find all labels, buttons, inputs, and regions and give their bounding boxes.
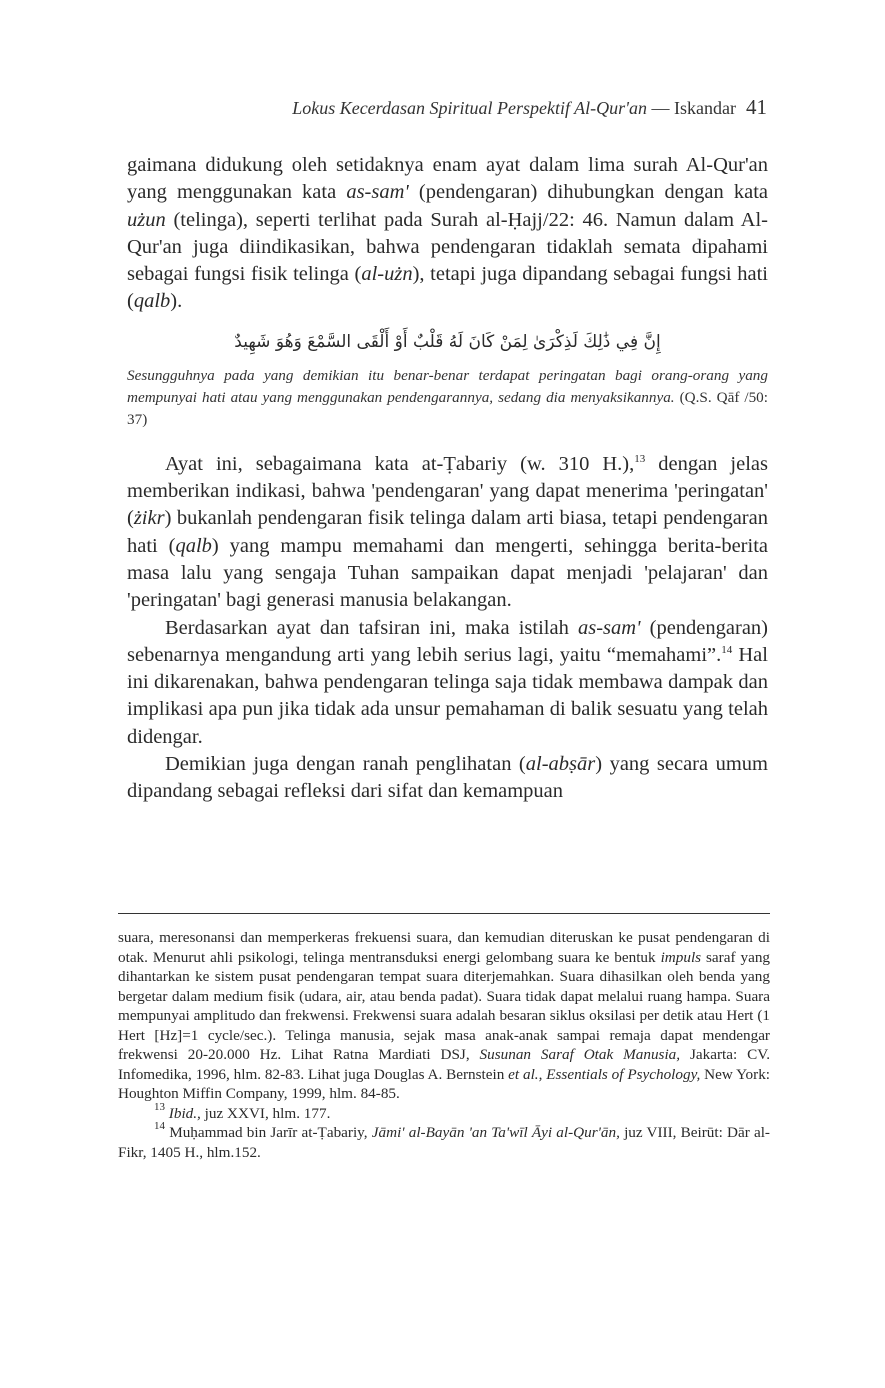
footnote-continued: suara, meresonansi dan memperkeras frekuensi suara, dan kemudian diteruskan ke pusat pendengaran di otak. Menurut ahli psikologi, telinga mentransduksi energi gelombang suara ke bentuk impuls saraf yang dihantarkan ke sistem pusat pendengaran tempat suara diterjemahkan. Suara dihasilkan oleh benda yang bergetar dalam medium fisik (udara, air, atau benda padat). Suara tidak dapat melalui ruang hampa. Suara mempunyai amplitudo dan frekwensi. Frekwensi suara adalah besaran siklus oksilasi per detik atau Hert (1 Hert [Hz]=1 cycle/sec.). Telinga manusia, sejak masa anak-anak sampai remaja dapat mendengar frekwensi 20-20.000 Hz. Lihat Ratna Mardiati DSJ, Susunan Saraf Otak Manusia, Jakarta: CV. Infomedika, 1996, hlm. 82-83. Lihat juga Douglas A. Bernstein et al., Essentials of Psychology, New York: Houghton Miffin Company, 1999, hlm. 84-85. [118,929,771,1102]
main-text [127,152,768,806]
arabic-verse: إِنَّ فِي ذَٰلِكَ لَذِكْرَىٰ لِمَنْ كَانَ لَهُ قَلْبٌ أَوْ أَلْقَى السَّمْعَ وَهُوَ شَهِيدٌ [234,331,661,352]
verse-reference: (Q.S. Qāf /50: 37) [127,388,768,428]
running-title: Lokus Kecerdasan Spiritual Perspektif Al-Qur'an [292,98,648,118]
paragraph-as-sam: Berdasarkan ayat dan tafsiran ini, maka istilah as-sam' (pendengaran) sebenarnya mengandung arti yang lebih serius lagi, yaitu “memahami”.$^{14}$ Hal ini dikarenakan, bahwa pendengaran telinga saja tidak membawa dampak dan implikasi apa pun jika tidak ada unsur pemahaman di balik sesuatu yang telah didengar. [127,616,768,748]
footnote-ref-14: 14 [721,643,733,656]
verse-translation: Sesungguhnya pada yang demikian itu benar-benar terdapat peringatan bagi orang-orang yang mempunyai hati atau yang menggunakan pendengarannya, sedang dia menyaksikannya. (Q.S. Qāf /50: 37) [127,366,768,428]
header-separator: — [647,98,675,118]
running-header [120,96,767,119]
paragraph-tabariy: Ayat ini, sebagaimana kata at-Ṭabariy (w. 310 H.),$^{13}$ dengan jelas memberikan indikasi, bahwa 'pendengaran' yang dapat menerima 'peringatan' (żikr) bukanlah pendengaran fisik telinga dalam arti biasa, tetapi pendengaran hati (qalb) yang mampu memahami dan mengerti, sehingga berita-berita masa lalu yang sengaja Tuhan sampaikan dapat menjadi 'pelajaran' dan 'peringatan' bagi generasi manusia belakangan. [127,452,769,612]
footnote-divider [118,913,770,914]
footnote-ref-13: 13 [634,452,646,465]
footnote-13: $^{13}$ Ibid., juz XXVI, hlm. 177. [154,1100,331,1122]
footnote-14: $^{14}$ Muḥammad bin Jarīr at-Ṭabariy, Jāmi' al-Bayān 'an Ta'wīl Āyi al-Qur'ān, juz VIII, Beirūt: Dār al-Fikr, 1405 H., hlm.152. [118,1120,770,1161]
page-number: 41 [746,95,767,119]
paragraph-al-absar: Demikian juga dengan ranah penglihatan (al-abṣār) yang secara umum dipandang sebagai refleksi dari sifat dan kemampuan [127,753,768,803]
footnotes [118,928,770,1162]
header-author: Iskandar [674,98,736,118]
paragraph-continued: gaimana didukung oleh setidaknya enam ayat dalam lima surah Al-Qur'an yang menggunakan kata as-sam' (pendengaran) dihubungkan dengan kata użun (telinga), seperti terlihat pada Surah al-Ḥajj/22: 46. Namun dalam Al-Qur'an juga diindikasikan, bahwa pendengaran tidaklah semata dipahami sebagai fungsi fisik telinga (al-użn), tetapi juga dipandang sebagai fungsi hati (qalb). [127,154,768,313]
